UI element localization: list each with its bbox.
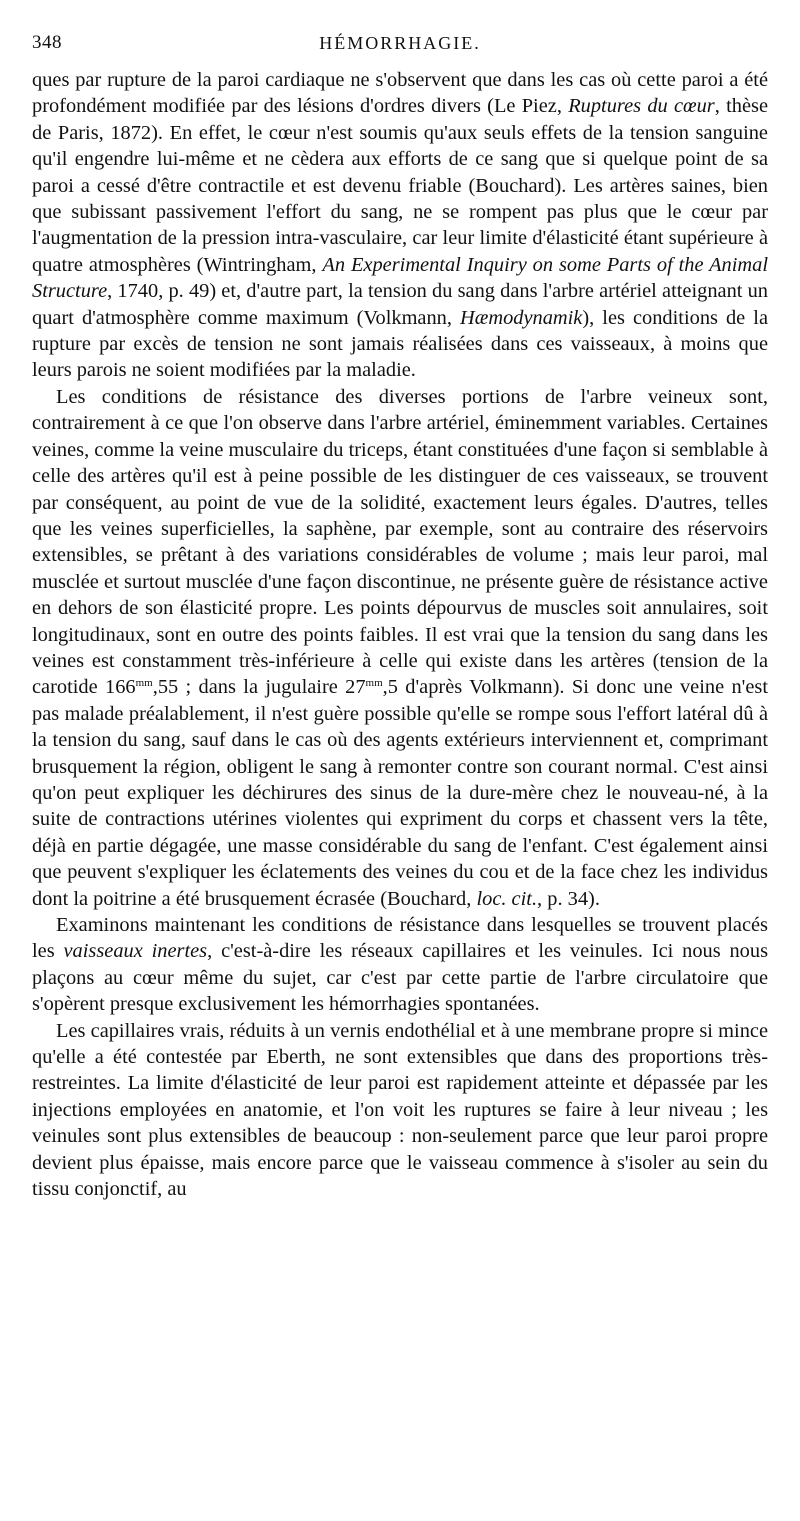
- paragraph: [32, 67, 768, 384]
- book-page: [32, 0, 768, 1202]
- body-text: [32, 67, 768, 1202]
- text-run: ), les conditions de la rupture par excès de tension ne sont jamais réalisées dans ces vaisseaux, à moins que leurs parois ne soient modifiées par la maladie.: [32, 306, 768, 382]
- text-run: , c'est-à-dire les réseaux capillaires et les veinules. Ici nous nous plaçons au cœur même du sujet, car c'est par cette partie de l'arbre circulatoire que s'opèrent presque exclusivement les hémorrhagies spontanées.: [32, 940, 769, 1016]
- text-run: , 1740, p. 49) et, d'autre part, la tension du sang dans l'arbre artériel atteignant un quart d'atmosphère comme maximum (Volkmann,: [32, 280, 768, 329]
- text-run: ,5 d'après Volkmann). Si donc une veine n'est pas malade préalablement, il n'est guère possible qu'elle se rompe sous l'effort latéral dû à la tension du sang, sauf dans le cas où des agents extérieurs interviennent et, comprimant brusquement la région, obligent le sang à remonter contre son courant normal. C'est ainsi qu'on peut expliquer les déchirures des sinus de la dure-mère chez le nouveau-né, à la suite de contractions utérines violentes qui expriment du corps et chassent vers la tête, déjà en partie dégagée, une masse considérable du sang de l'enfant. C'est également ainsi que peuvent s'expliquer les éclatements des veines du cou et de la face chez les individus dont la poitrine a été brusquement écrasée (Bouchard,: [32, 676, 768, 910]
- italic-citation: loc. cit.: [476, 887, 538, 910]
- running-title: HÉMORRHAGIE.: [319, 33, 481, 53]
- text-run: , p. 34).: [537, 887, 600, 910]
- italic-citation: Ruptures du cœur: [568, 95, 715, 118]
- text-run: Les conditions de résistance des diverses portions de l'arbre veineux sont, contrairement à ce que l'on observe dans l'arbre artériel, éminemment variables. Certaines veines, comme la veine musculaire du triceps, étant constituées d'une façon si semblable à celle des artères qu'il est à peine possible de les distinguer de ces vaisseaux, se trouvent par conséquent, au point de vue de la solidité, exactement leurs égales. D'autres, telles que les veines superficielles, la saphène, par exemple, sont au contraire des réservoirs extensibles, se prêtant à des variations considérables de volume ; mais leur paroi, mal musclée et surtout musclée d'une façon discontinue, ne présente guère de résistance active en dehors de son élasticité propre. Les points dépourvus de muscles soit annulaires, soit longitudinaux, sont en outre des points faibles. Il est vrai que la tension du sang dans les veines est constamment très-inférieure à celle qui existe dans les artères (tension de la carotide 166: [32, 385, 768, 699]
- paragraph: [32, 1018, 768, 1203]
- text-run: , thèse de Paris, 1872). En effet, le cœur n'est soumis qu'aux seuls effets de la tension sanguine qu'il engendre lui-même et ne cèdera aux efforts de ce sang que si quelque point de sa paroi a cessé d'être contractile et est devenu friable (Bouchard). Les artères saines, bien que subissant passivement l'effort du sang, ne se rompent pas plus que le cœur par l'augmentation de la pression intra-vasculaire, car leur limite d'élasticité étant supérieure à quatre atmosphères (Wintringham,: [32, 95, 769, 276]
- page-number: 348: [32, 32, 62, 53]
- text-run: ques par rupture de la paroi cardiaque ne s'observent que dans les cas où cette paroi a été profondément modifiée par des lésions d'ordres divers (Le Piez,: [32, 69, 768, 118]
- paragraph: [32, 912, 768, 1018]
- page-header: [32, 30, 768, 56]
- unit-superscript: mm: [135, 677, 153, 690]
- text-run: Les capillaires vrais, réduits à un vernis endothélial et à une membrane propre si mince qu'elle a été contestée par Eberth, ne sont extensibles que dans des proportions très-restreintes. La limite d'élasticité de leur paroi est rapidement atteinte et dépassée par les injections employées en anatomie, et l'on voit les ruptures se faire à leur niveau ; les veinules sont plus extensibles de beaucoup : non-seulement parce que leur paroi propre devient plus épaisse, mais encore parce que le vaisseau commence à s'isoler au sein du tissu conjonctif, au: [32, 1019, 768, 1201]
- italic-citation: vaisseaux inertes: [63, 940, 208, 963]
- text-run: ,55 ; dans la jugulaire 27: [152, 676, 366, 699]
- unit-superscript: mm: [365, 677, 383, 690]
- italic-citation: Hæmodynamik: [460, 306, 583, 329]
- italic-citation: An Experimental Inquiry on some Parts of the Animal Structure: [32, 253, 768, 303]
- paragraph: [32, 384, 768, 912]
- text-run: Examinons maintenant les conditions de résistance dans lesquelles se trouvent placés les: [32, 914, 768, 963]
